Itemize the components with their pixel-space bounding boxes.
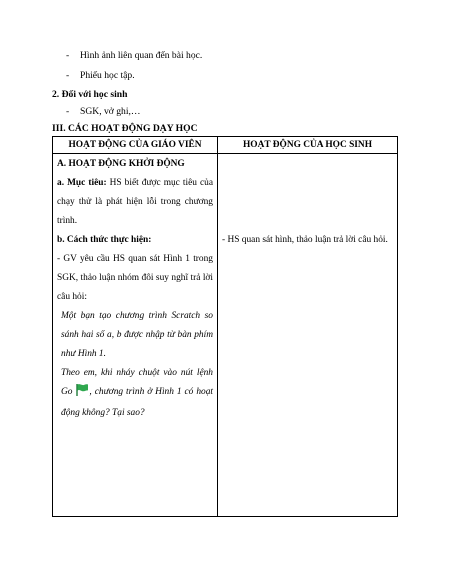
method-label: b. Cách thức thực hiện: [57, 235, 152, 245]
section-heading-activities: III. CÁC HOẠT ĐỘNG DẠY HỌC [52, 123, 198, 134]
document-page: - Hình ảnh liên quan đến bài học. - Phiếu học tập. 2. Đối với học sinh - SGK, vở ghi,… III. CÁC HOẠT ĐỘNG DẠY HỌC HOẠT ĐỘNG CỦA GIÁO VIÊN HOẠT ĐỘNG CỦA HỌC SINH A. HOẠT ĐỘNG KHỞI ĐỘNG a. Mục tiêu: HS biết được mục tiêu của chạy thử là phát hiện lỗi trong chương trình. b. Cách thức thực hiện: - GV yêu cầu HS quan sát Hình 1 trong SGK, thảo luận nhóm đôi suy nghĩ trả lời câu hỏi: Một bạn tạo chương trình Scratch so sánh hai số a, b được nhập từ bàn phím như Hình 1. Theo em, khi nháy chuột vào nút lệnh Go , chương trình ở Hình 1 có hoạt động không? Tại sao? - HS quan sát hình, thảo luận trả lời câu hỏi. [0, 0, 450, 582]
method-text: - GV yêu cầu HS quan sát Hình 1 trong SGK, thảo luận nhóm đôi suy nghĩ trả lời câu hỏi: [57, 254, 213, 302]
question-1: Một bạn tạo chương trình Scratch so sánh hai số a, b được nhập từ bàn phím như Hình 1. [61, 311, 213, 359]
student-activity-text: - HS quan sát hình, thảo luận trả lời câu hỏi. [222, 235, 388, 245]
teacher-activity-cell [53, 154, 218, 517]
section-heading-students: 2. Đối với học sinh [52, 89, 128, 100]
goal-paragraph [57, 174, 213, 231]
table-header-row [53, 137, 398, 154]
goal-text: HS biết được mục tiêu của chạy thử là phát hiện lỗi trong chương trình. [57, 178, 213, 226]
table-row [53, 154, 398, 517]
green-flag-icon [75, 383, 89, 404]
goal-label: a. Mục tiêu: [57, 178, 107, 188]
header-student: HOẠT ĐỘNG CỦA HỌC SINH [218, 137, 398, 154]
header-teacher: HOẠT ĐỘNG CỦA GIÁO VIÊN [53, 137, 218, 154]
student-activity-cell [218, 154, 398, 517]
question-2: Theo em, khi nháy chuột vào nút lệnh Go , chương trình ở Hình 1 có hoạt động không? Tại sao? [61, 368, 213, 418]
activities-table [52, 136, 398, 517]
part-title: A. HOẠT ĐỘNG KHỞI ĐỘNG [57, 159, 185, 169]
